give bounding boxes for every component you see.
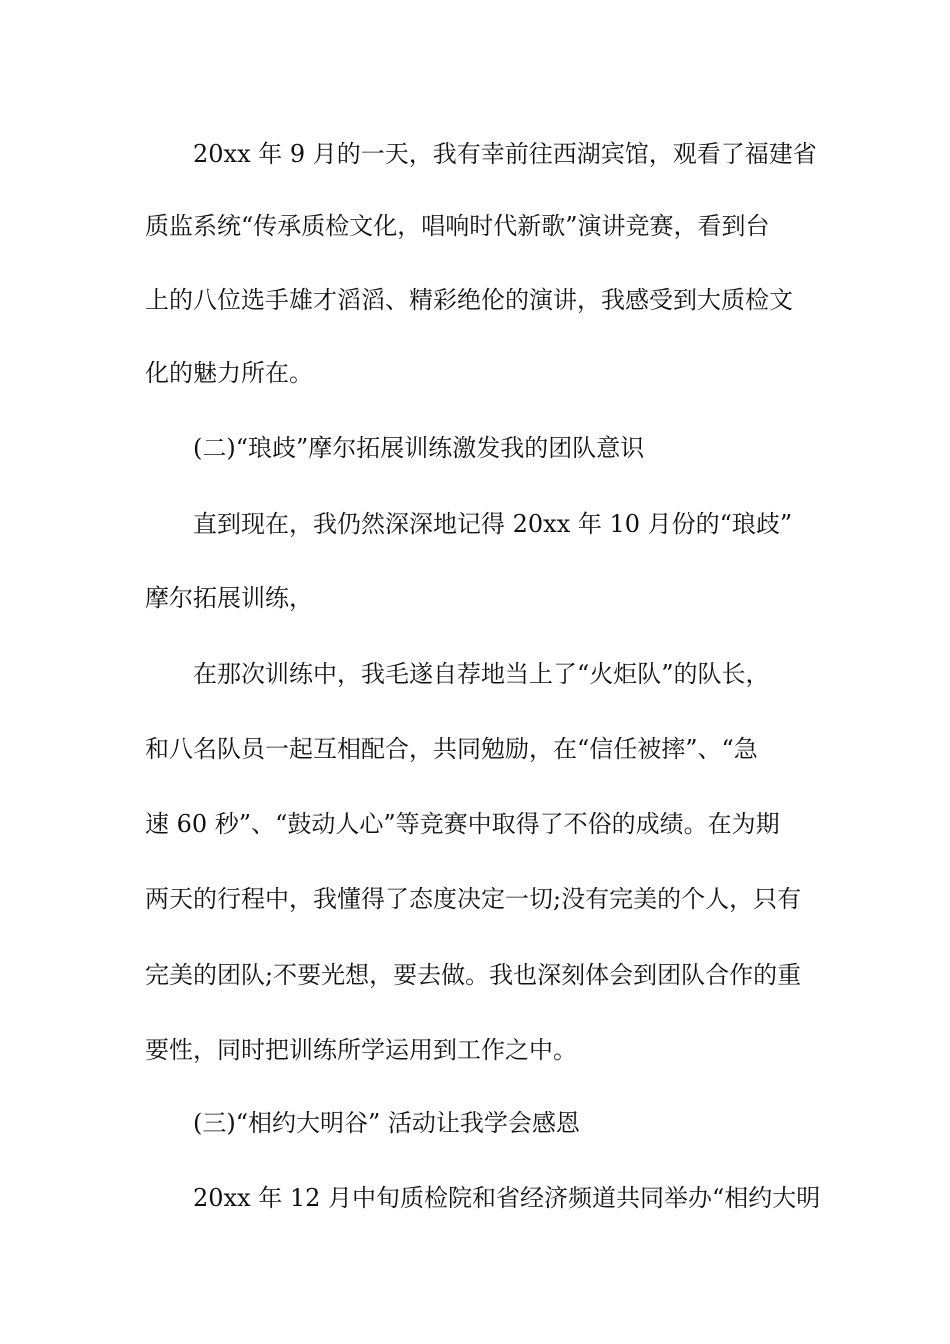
paragraph-line: 质监系统“传承质检文化，唱响时代新歌”演讲竞赛，看到台 [145,212,770,240]
paragraph-line: 化的魅力所在。 [145,359,313,387]
paragraph-line: 速 60 秒”、“鼓动人心”等竞赛中取得了不俗的成绩。在为期 [145,810,780,838]
paragraph-line: 20xx 年 9 月的一天，我有幸前往西湖宾馆，观看了福建省 [193,140,817,168]
paragraph-line: 上的八位选手雄才滔滔、精彩绝伦的演讲，我感受到大质检文 [145,286,793,314]
paragraph-line: 直到现在，我仍然深深地记得 20xx 年 10 月份的“琅歧” [193,510,793,538]
section-heading: (二)“琅歧”摩尔拓展训练激发我的团队意识 [193,434,645,462]
section-heading: (三)“相约大明谷” 活动让我学会感恩 [193,1109,580,1137]
paragraph-line: 和八名队员一起互相配合，共同勉励，在“信任被摔”、“急 [145,735,758,763]
paragraph-line: 两天的行程中，我懂得了态度决定一切;没有完美的个人，只有 [145,885,802,913]
paragraph-line: 摩尔拓展训练， [145,584,313,612]
paragraph-line: 完美的团队;不要光想，要去做。我也深刻体会到团队合作的重 [145,961,802,989]
paragraph-line: 20xx 年 12 月中旬质检院和省经济频道共同举办“相约大明 [193,1184,821,1212]
paragraph-line: 要性，同时把训练所学运用到工作之中。 [145,1036,577,1064]
paragraph-line: 在那次训练中，我毛遂自荐地当上了“火炬队”的队长， [193,660,770,688]
